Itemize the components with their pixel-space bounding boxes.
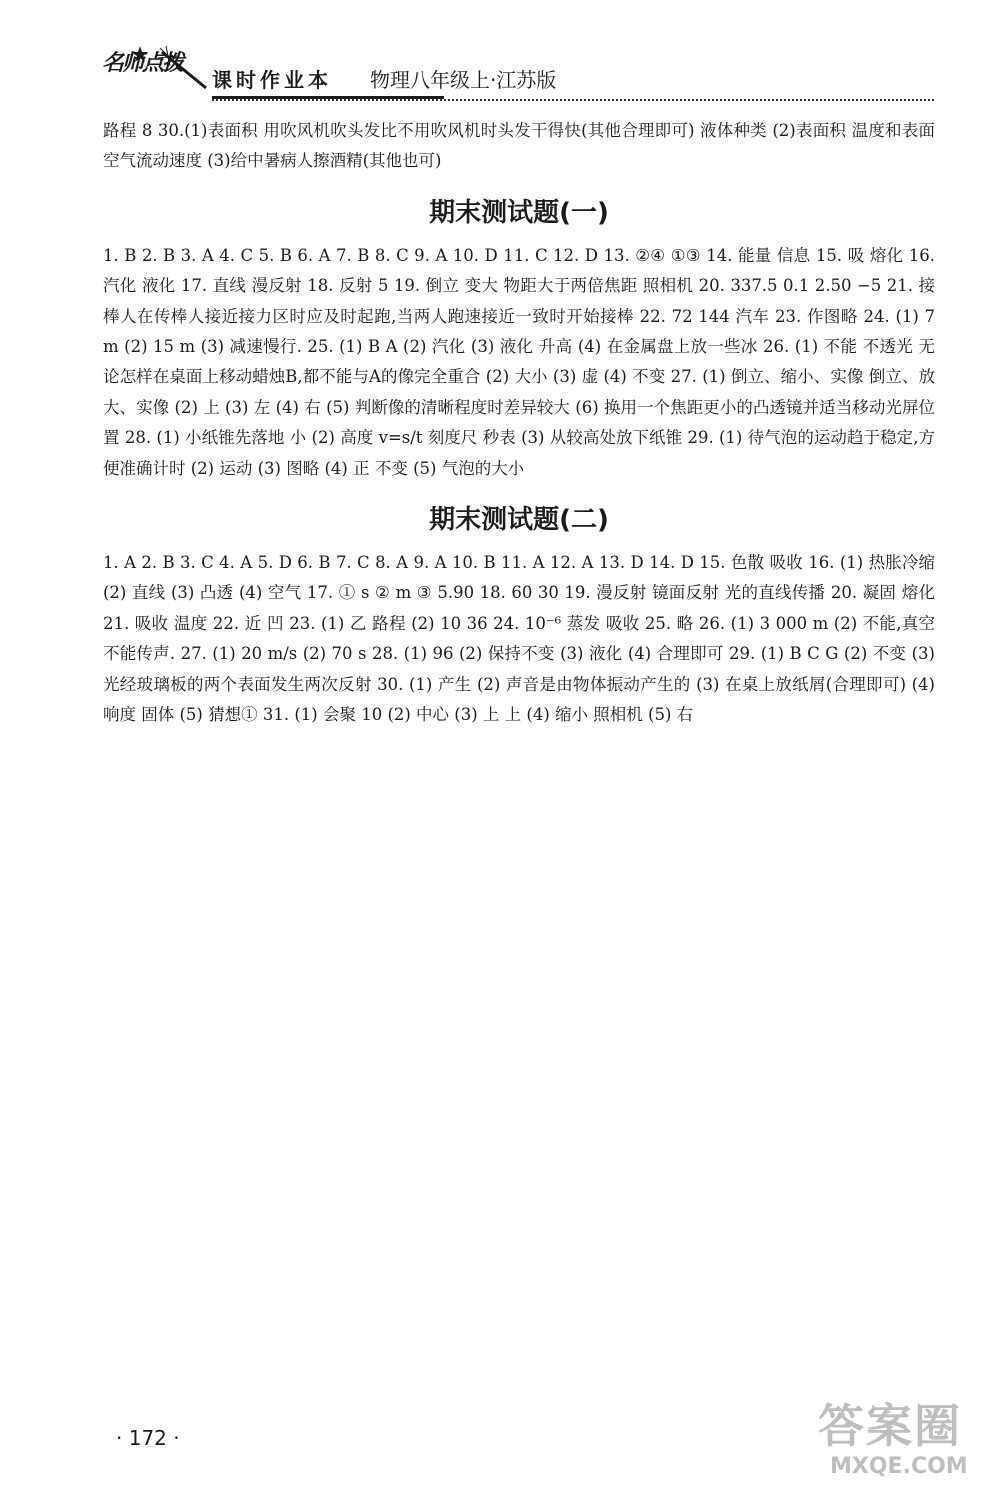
watermark [818,1390,998,1490]
section-answers-final-test-1: 1. B 2. B 3. A 4. C 5. B 6. A 7. B 8. C 9. A 10. D 11. C 12. D 13. ②④ ①③ 14. 能量 信息 15. 吸 熔化 16. 汽化 液化 17. 直线 漫反射 18. 反射 5 19. 倒立 变大 物距大于两倍焦距 照相机 20. 337.5 0.1 2.50 −5 21. 接棒人在传棒人接近接力区时应及时起跑,当两人跑速接近一致时开始接棒 22. 72 144 汽车 23. 作图略 24. (1) 7 m (2) 15 m (3) 减速慢行. 25. (1) B A (2) 汽化 (3) 液化 升高 (4) 在金属盘上放一些冰 26. (1) 不能 不透光 无论怎样在桌面上移动蜡烛B,都不能与A的像完全重合 (2) 大小 (3) 虚 (4) 不变 27. (1) 倒立、缩小、实像 倒立、放大、实像 (2) 上 (3) 左 (4) 右 (5) 判断像的清晰程度时差异较大 (6) 换用一个焦距更小的凸透镜并适当移动光屏位置 28. (1) 小纸锥先落地 小 (2) 高度 v=s/t 刻度尺 秒表 (3) 从较高处放下纸锥 29. (1) 待气泡的运动趋于稳定,方便准确计时 (2) 运动 (3) 图略 (4) 正 不变 (5) 气泡的大小 [103,245,935,478]
watermark-main: 答案圈 [818,1399,962,1453]
section-title-final-test-1: 期末测试题(一) [429,197,609,228]
page-number: · 172 · [116,1426,180,1450]
section-title-final-test-2: 期末测试题(二) [429,505,609,536]
section-answers-final-test-2: 1. A 2. B 3. C 4. A 5. D 6. B 7. C 8. A 9. A 10. B 11. A 12. A 13. D 14. D 15. 色散 吸收 16. (1) 热胀冷缩 (2) 直线 (3) 凸透 (4) 空气 17. ① s ② m ③ 5.90 18. 60 30 19. 漫反射 镜面反射 光的直线传播 20. 凝固 熔化 21. 吸收 温度 22. 近 凹 23. (1) 乙 路程 (2) 10 36 24. 10⁻⁶ 蒸发 吸收 25. 略 26. (1) 3 000 m (2) 不能,真空不能传声. 27. (1) 20 m/s (2) 70 s 28. (1) 96 (2) 保持不变 (3) 液化 (4) 合理即可 29. (1) B C G (2) 不变 (3) 光经玻璃板的两个表面发生两次反射 30. (1) 产生 (2) 声音是由物体振动产生的 (3) 在桌上放纸屑(合理即可) (4) 响度 固体 (5) 猜想① 31. (1) 会聚 10 (2) 中心 (3) 上 上 (4) 缩小 照相机 (5) 右 [103,553,935,725]
page-header [100,44,935,102]
book-title: 物理八年级上·江苏版 [370,68,557,92]
logo-text: 名师点拨 [102,50,183,76]
publisher-logo [100,44,212,100]
intro-paragraph: 路程 8 30.(1)表面积 用吹风机吹头发比不用吹风机时头发干得快(其他合理即可) 液体种类 (2)表面积 温度和表面空气流动速度 (3)给中暑病人擦酒精(其他也可) [103,121,935,171]
header-dotted-rule [212,99,934,101]
watermark-url: MXQE.COM [830,1454,968,1479]
page-content [103,116,935,731]
series-title: 课时作业本 [212,68,332,92]
